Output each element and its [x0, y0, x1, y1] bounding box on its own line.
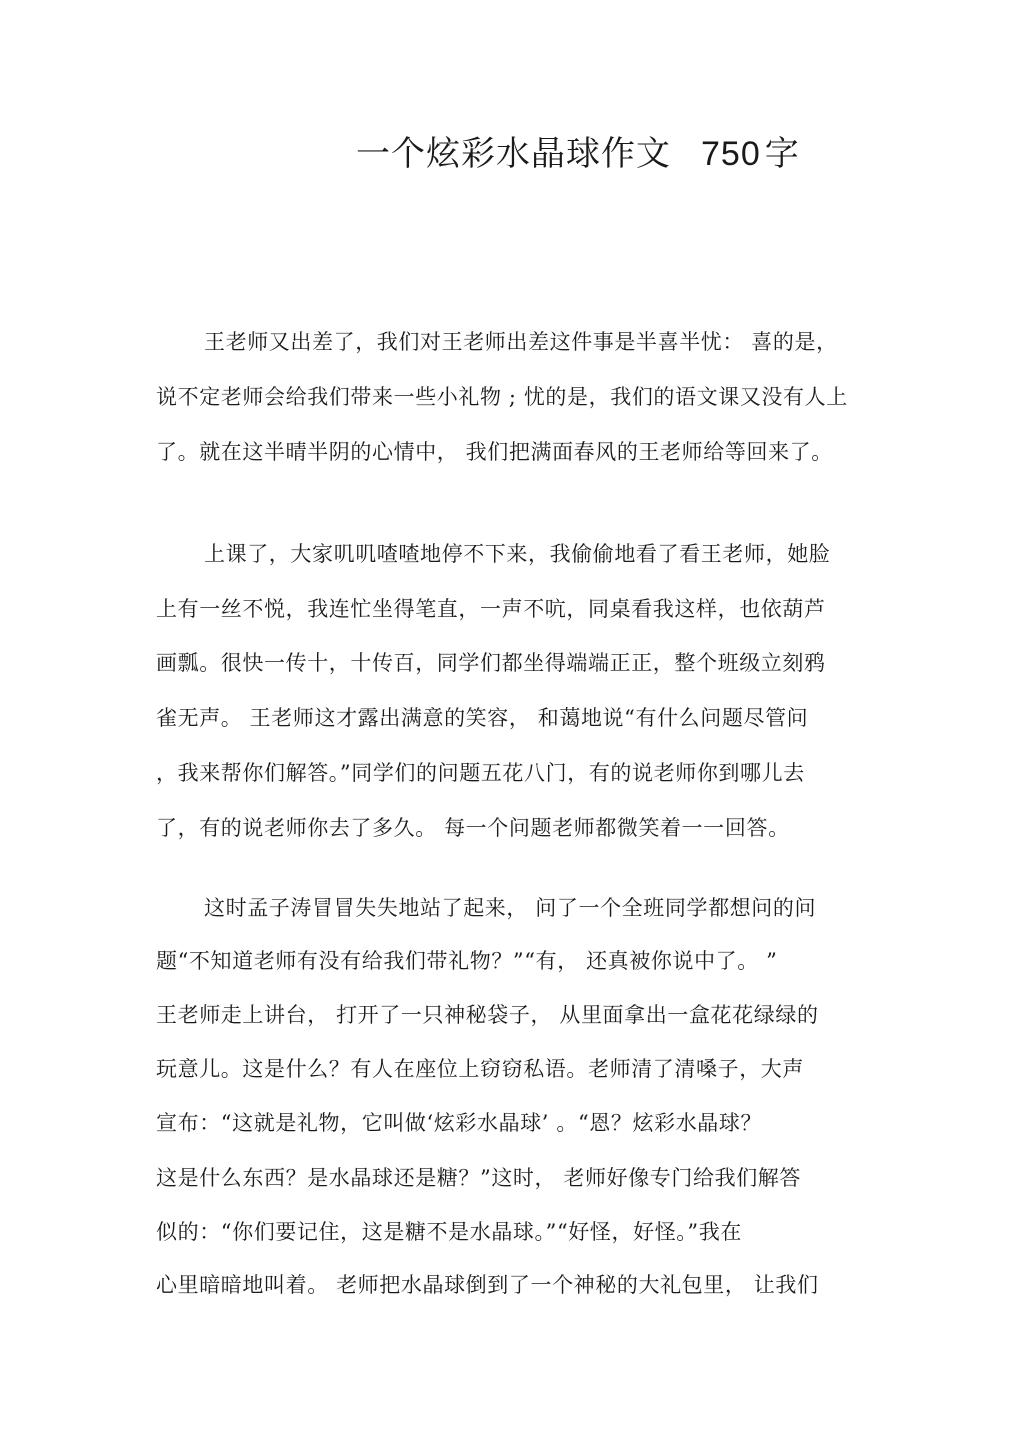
text-line: 说不定老师会给我们带来一些小礼物 ; 忧的是，我们的语文课又没有人上	[156, 385, 848, 409]
title-number: 750	[701, 135, 761, 173]
text-line: 题“不知道老师有没有给我们带礼物？”“有， 还真被你说中了。 ”	[156, 949, 778, 973]
text-line: 了，有的说老师你去了多久。 每一个问题老师都微笑着一一回答。	[156, 816, 790, 840]
text-line: 王老师又出差了，我们对王老师出差这件事是半喜半忧： 喜的是，	[204, 330, 838, 354]
text-line: 画瓢。很快一传十，十传百，同学们都坐得端端正正，整个班级立刻鸦	[156, 651, 826, 675]
text-line: 王老师走上讲台， 打开了一只神秘袋子， 从里面拿出一盒花花绿绿的	[156, 1003, 819, 1027]
title-text: 一个炫彩水晶球作文	[356, 134, 671, 174]
text-line: 上课了，大家叽叽喳喳地停不下来，我偷偷地看了看王老师，她脸	[204, 542, 831, 566]
text-line: 这是什么东西？是水晶球还是糖？”这时， 老师好像专门给我们解答	[156, 1166, 802, 1190]
page-title	[356, 130, 800, 178]
title-unit: 字	[764, 134, 800, 174]
text-line: 似的：“你们要记住，这是糖不是水晶球。”“好怪，好怪。”我在	[156, 1220, 742, 1244]
text-line: 玩意儿。这是什么？有人在座位上窃窃私语。老师清了清嗓子，大声	[156, 1057, 804, 1081]
text-line: 宣布：“这就是礼物，它叫做‘炫彩水晶球’ 。“恩？炫彩水晶球？	[156, 1111, 763, 1135]
text-line: 雀无声。 王老师这才露出满意的笑容， 和蔼地说“有什么问题尽管问	[156, 706, 809, 730]
text-line: 心里暗暗地叫着。 老师把水晶球倒到了一个神秘的大礼包里， 让我们	[156, 1273, 819, 1297]
text-line: 这时孟子涛冒冒失失地站了起来， 问了一个全班同学都想问的问	[204, 896, 817, 920]
text-line: ，我来帮你们解答。”同学们的问题五花八门，有的说老师你到哪儿去	[156, 761, 805, 785]
text-line: 上有一丝不悦，我连忙坐得笔直，一声不吭，同桌看我这样，也依葫芦	[156, 597, 826, 621]
text-line: 了。就在这半晴半阴的心情中， 我们把满面春风的王老师给等回来了。	[156, 440, 833, 464]
